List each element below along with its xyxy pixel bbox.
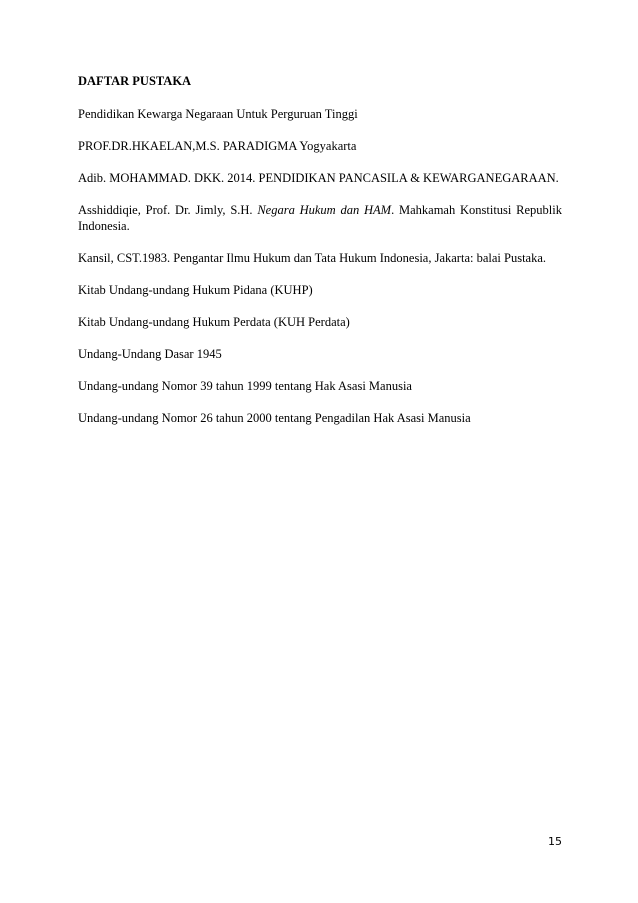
bibliography-title: DAFTAR PUSTAKA: [78, 74, 192, 88]
reference-item-4: [78, 202, 562, 234]
reference-item-9: Undang-undang Nomor 39 tahun 1999 tentang Hak Asasi Manusia: [78, 379, 412, 393]
reference-item-4-author: Asshiddiqie, Prof. Dr. Jimly, S.H.: [78, 203, 258, 217]
reference-item-4-title: Negara Hukum dan HAM: [257, 203, 392, 217]
reference-item-5: Kansil, CST.1983. Pengantar Ilmu Hukum dan Tata Hukum Indonesia, Jakarta: balai Pustaka.: [78, 251, 547, 265]
reference-item-10: Undang-undang Nomor 26 tahun 2000 tentang Pengadilan Hak Asasi Manusia: [78, 411, 471, 425]
reference-item-8: Undang-Undang Dasar 1945: [78, 347, 222, 361]
reference-item-2: PROF.DR.HKAELAN,M.S. PARADIGMA Yogyakarta: [78, 139, 357, 153]
reference-item-1: Pendidikan Kewarga Negaraan Untuk Perguruan Tinggi: [78, 107, 358, 121]
reference-item-3: Adib. MOHAMMAD. DKK. 2014. PENDIDIKAN PANCASILA & KEWARGANEGARAAN.: [78, 171, 559, 185]
reference-item-7: Kitab Undang-undang Hukum Perdata (KUH Perdata): [78, 315, 350, 329]
reference-item-6: Kitab Undang-undang Hukum Pidana (KUHP): [78, 283, 313, 297]
bibliography-section: [78, 73, 562, 442]
page-number: 15: [548, 835, 562, 848]
reference-item-4-publisher: . Mahkamah Konstitusi Republik Indonesia.: [78, 203, 562, 233]
